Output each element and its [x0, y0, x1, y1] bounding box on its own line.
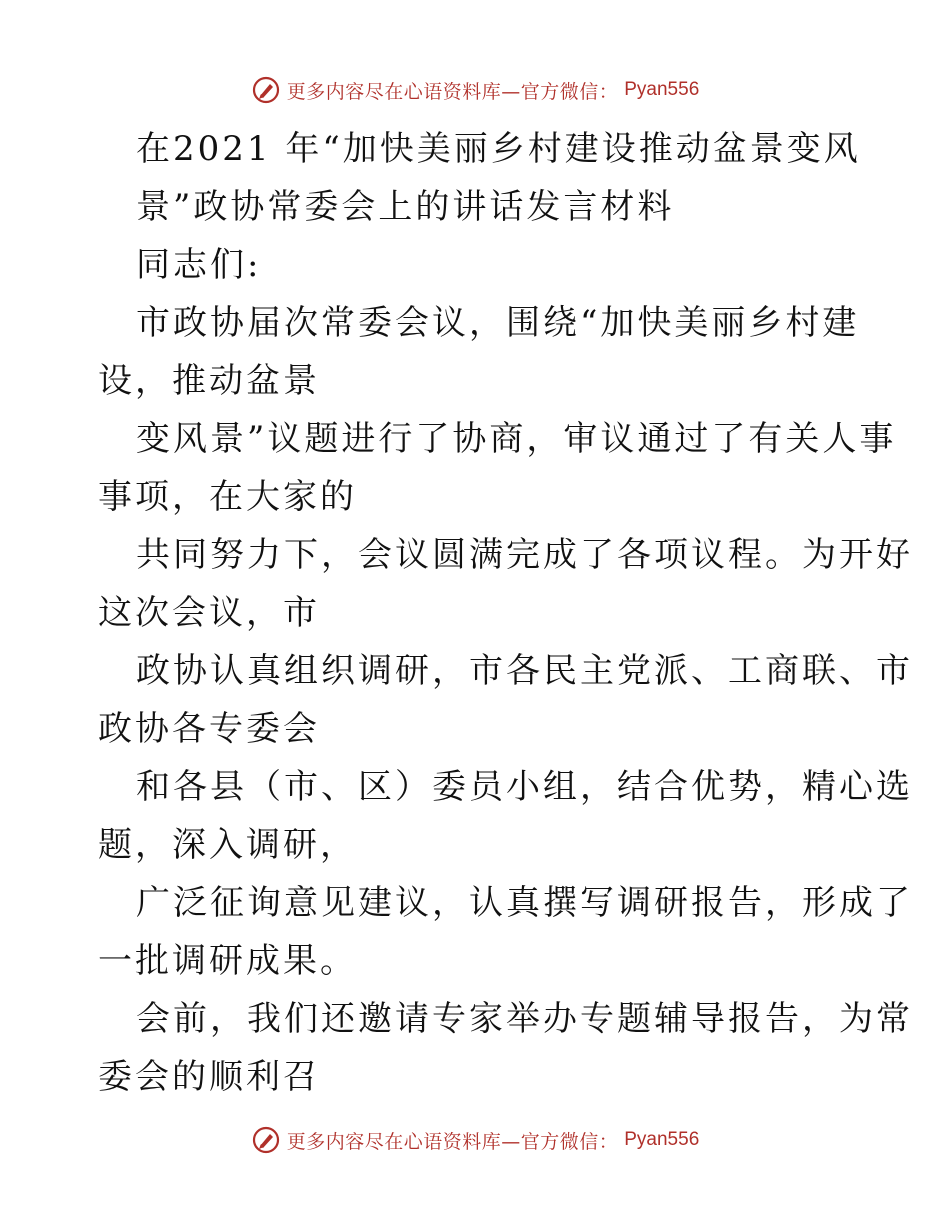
- paragraph-line: 设，推动盆景: [98, 361, 320, 401]
- document-body: [98, 120, 913, 1106]
- paragraph-line: 和各县（市、区）委员小组，结合优势，精心选: [136, 767, 913, 807]
- header-banner-wechat-id: Pyan556: [624, 79, 700, 100]
- paragraph-line: 广泛征询意见建议，认真撰写调研报告，形成了: [136, 883, 913, 923]
- paragraph-line: 变风景”议题进行了协商，审议通过了有关人事: [136, 419, 897, 459]
- paragraph-line: 市政协届次常委会议，围绕“加快美丽乡村建: [136, 303, 860, 343]
- salutation: 同志们:: [136, 245, 262, 285]
- paragraph-line: 共同努力下，会议圆满完成了各项议程。为开好: [136, 535, 913, 575]
- footer-banner: [0, 1120, 950, 1160]
- paragraph-line: 事项，在大家的: [98, 477, 357, 517]
- header-banner: [0, 70, 950, 110]
- paragraph-line: 政协各专委会: [98, 709, 320, 749]
- paragraph-line: 一批调研成果。: [98, 941, 357, 981]
- paragraph-line: 政协认真组织调研，市各民主党派、工商联、市: [136, 651, 913, 691]
- paragraph-line: 委会的顺利召: [98, 1057, 320, 1097]
- paragraph-line: 会前，我们还邀请专家举办专题辅导报告，为常: [136, 999, 913, 1039]
- pen-logo-icon: [251, 75, 281, 105]
- footer-banner-text: 更多内容尽在心语资料库—官方微信：: [286, 1130, 619, 1153]
- paragraph-line: 题，深入调研，: [98, 825, 357, 865]
- paragraph-line: 这次会议，市: [98, 593, 320, 633]
- header-banner-text: 更多内容尽在心语资料库—官方微信：: [286, 80, 619, 103]
- footer-banner-wechat-id: Pyan556: [624, 1129, 700, 1150]
- document-title-line-1: 在2021 年“加快美丽乡村建设推动盆景变风: [136, 129, 861, 169]
- document-title-line-2: 景”政协常委会上的讲话发言材料: [136, 187, 675, 227]
- pen-logo-icon: [251, 1125, 281, 1155]
